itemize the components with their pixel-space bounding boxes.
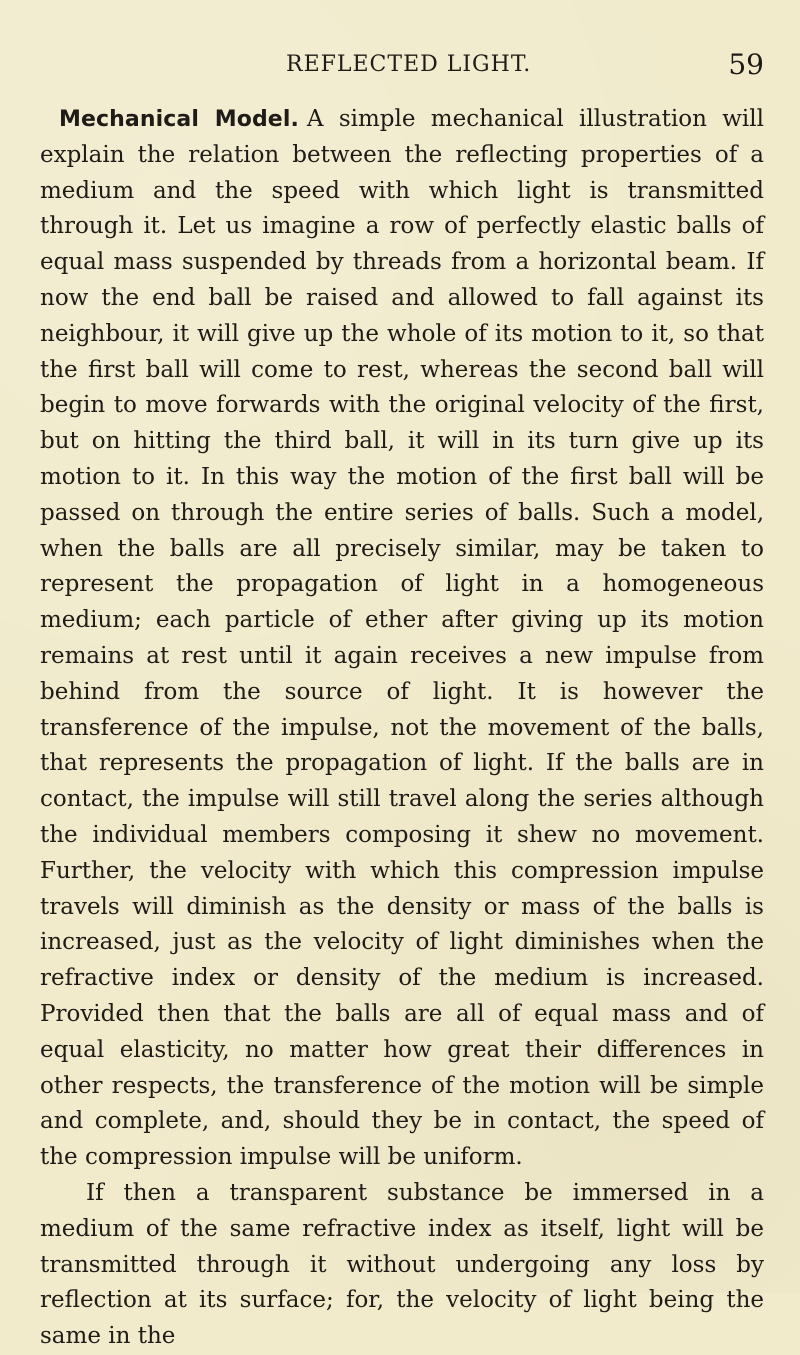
- page-header: [0, 48, 800, 86]
- running-head: REFLECTED LIGHT.: [286, 52, 532, 77]
- paragraph-1: [40, 102, 764, 1176]
- main-text: [40, 102, 764, 1355]
- section-heading: Mechanical Model.: [59, 107, 299, 132]
- paragraph-2: If then a transparent substance be immersed in a medium of the same refractive index as itself, light will be transmitted through it without undergoing any loss by reflection at its surface; for, the velocity of light being the same in the: [40, 1179, 764, 1350]
- paragraph-1-text: A simple mechanical illustration will explain the relation between the reflecting properties of a medium and the speed with which light is transmitted through it. Let us imagine a row of perfectly elastic balls of equal mass suspended by threads from a horizontal beam. If now the end ball be raised and allowed to fall against its neighbour, it will give up the whole of its motion to it, so that the first ball will come to rest, whereas the second ball will begin to move forwards with the original velocity of the first, but on hitting the third ball, it will in its turn give up its motion to it. In this way the motion of the first ball will be passed on through the entire series of balls. Such a model, when the balls are all precisely similar, may be taken to represent the propagation of light in a homogeneous medium; each particle of ether after giving up its motion remains at rest until it again receives a new impulse from behind from the source of light. It is however the transference of the impulse, not the movement of the balls, that represents the propagation of light. If the balls are in contact, the impulse will still travel along the series although the individual members composing it shew no movement. Further, the velocity with which this compression impulse travels will diminish as the density or mass of the balls is increased, just as the velocity of light diminishes when the refractive index or density of the medium is increased. Provided then that the balls are all of equal mass and of equal elasticity, no matter how great their differences in other respects, the transference of the motion will be simple and complete, and, should they be in contact, the speed of the compression impulse will be uniform.: [40, 106, 764, 1171]
- page-number: 59: [728, 48, 764, 81]
